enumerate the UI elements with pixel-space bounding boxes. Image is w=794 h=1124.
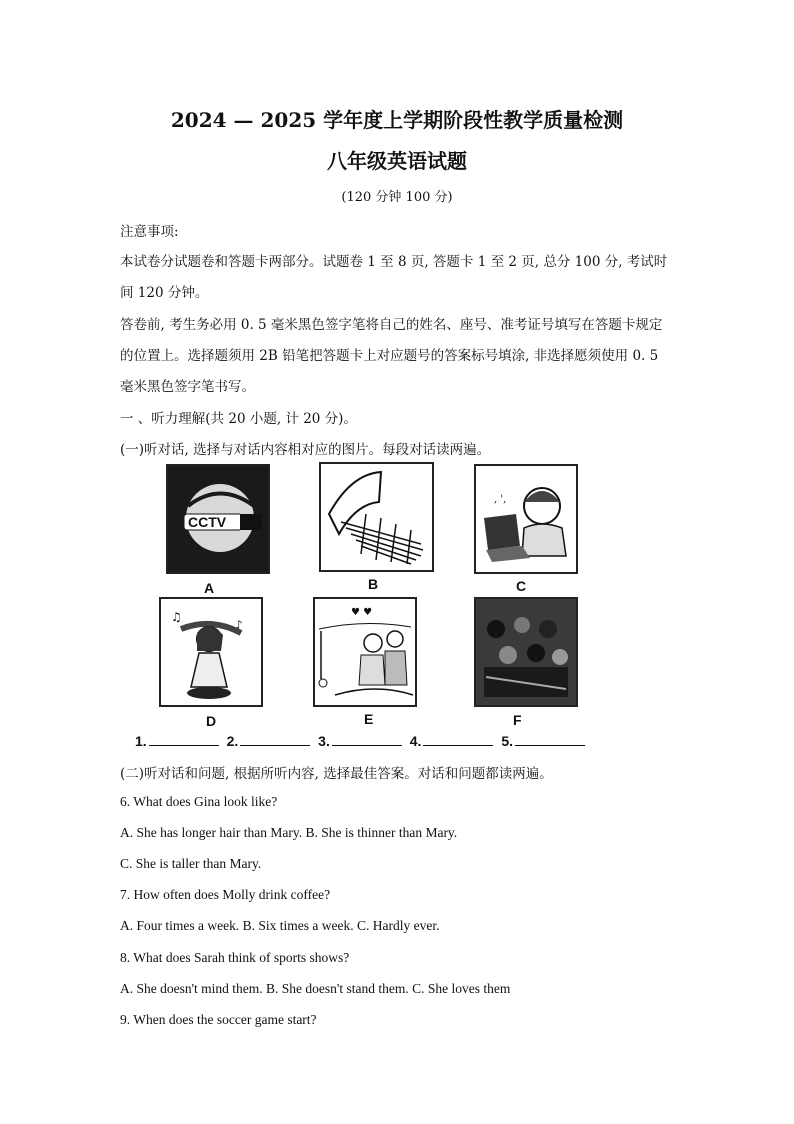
question-6-option-c: C. She is taller than Mary. [120,856,262,871]
crowd-icon [476,599,576,705]
boy-laptop-icon [476,466,576,572]
question-6-options: A. She has longer hair than Mary. B. She is thinner than Mary. [120,825,458,840]
picture-a-cctv-news [166,464,270,574]
notes-paragraph-2: 答卷前, 考生务必用 0. 5 毫米黑色签字笔将自己的姓名、座号、准考证号填写在答题卡规定 [120,317,663,333]
fishing-icon [315,599,415,705]
stadium-seats-icon [321,464,432,570]
question-6: 6. What does Gina look like? [120,794,278,809]
notes-paragraph-2-end: 毫米黑色签字笔书写。 [120,379,255,395]
picture-f-crowd [474,597,578,707]
section-heading: 一 、听力理解(共 20 小题, 计 20 分)。 [120,411,357,427]
notes-paragraph-1-cont: 间 120 分钟。 [120,285,209,301]
svg-text:♥ ♥: ♥ ♥ [351,607,373,618]
question-7: 7. How often does Molly drink coffee? [120,887,331,902]
svg-text:♪: ♪ [235,618,243,632]
girl-singing-icon [161,599,261,705]
part-1-instruction: (一)听对话, 选择与对话内容相对应的图片。每段对话读两遍。 [120,442,491,458]
picture-b-stadium [319,462,434,572]
blank-4[interactable]: 4. [410,733,494,749]
picture-d-label: D [206,713,217,729]
exam-title: 2024 — 2025 学年度上学期阶段性教学质量检测 [170,108,624,132]
picture-c-label: C [516,578,527,594]
question-7-options: A. Four times a week. B. Six times a week. C. Hardly ever. [120,918,440,933]
picture-f-label: F [513,712,522,728]
exam-subtitle: 八年级英语试题 [327,149,467,173]
notes-paragraph-1: 本试卷分试题卷和答题卡两部分。试题卷 1 至 8 页, 答题卡 1 至 2 页, 总分 100 分, 考试时 [120,254,668,270]
svg-text:, ',: , ', [494,494,507,505]
picture-e-label: E [364,711,374,727]
question-9: 9. When does the soccer game start? [120,1012,317,1027]
blank-2[interactable]: 2. [227,733,311,749]
picture-b-label: B [368,576,379,592]
notes-heading: 注意事项: [120,224,179,240]
picture-d-girl-singing [159,597,263,707]
svg-text:♫: ♫ [171,610,182,624]
svg-text:CCTV: CCTV [188,514,227,530]
question-8-options: A. She doesn't mind them. B. She doesn't stand them. C. She loves them [120,981,511,996]
blank-1[interactable]: 1. [135,733,219,749]
blank-3[interactable]: 3. [318,733,402,749]
notes-paragraph-2-cont: 的位置上。选择题须用 2B 铅笔把答题卡上对应题号的答案标号填涂, 非选择愿须使用 0. 5 [120,348,659,364]
picture-c-boy-laptop [474,464,578,574]
picture-e-fishing [313,597,417,707]
blank-5[interactable]: 5. [501,733,585,749]
answer-blanks [135,733,589,749]
part-2-instruction: (二)听对话和问题, 根据所听内容, 选择最佳答案。对话和问题都读两遍。 [120,766,553,782]
time-score: (120 分钟 100 分) [341,190,453,205]
picture-a-label: A [204,580,215,596]
cctv-logo-icon [168,466,268,572]
question-8: 8. What does Sarah think of sports shows? [120,950,350,965]
